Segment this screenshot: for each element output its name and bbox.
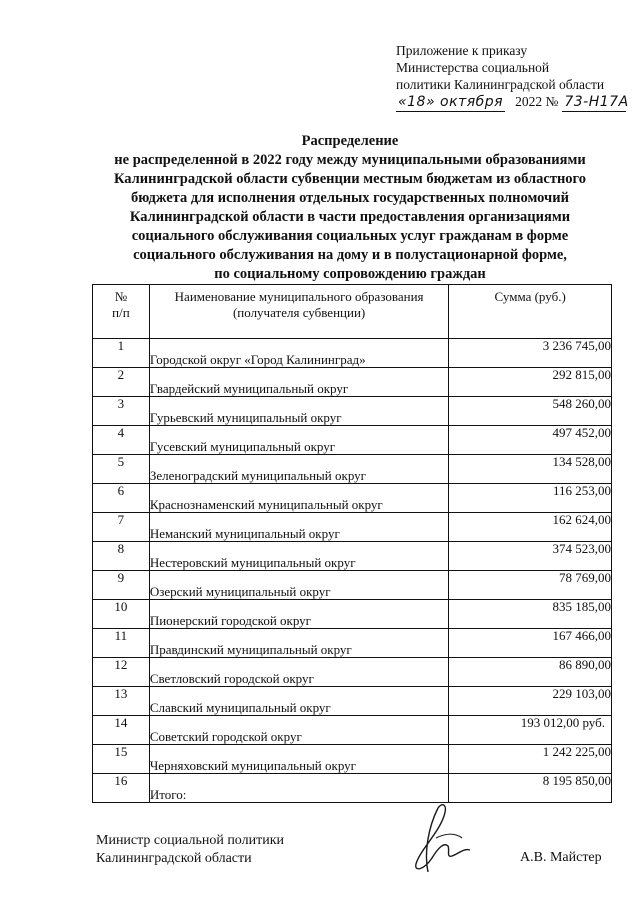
table-row [93, 571, 612, 600]
order-year: 2022 № [515, 94, 559, 109]
row-municipality-name: Пионерский городской округ [149, 600, 449, 629]
title-line-6: социального обслуживания социальных услуг гражданам в форме [131, 228, 569, 244]
signer-position-line-1: Министр социальной политики [96, 833, 285, 848]
title-line-3: Калининградской области субвенции местным бюджетам из областного [113, 171, 587, 187]
row-municipality-name: Озерский муниципальный округ [149, 571, 449, 600]
header-name-line-1: Наименование муниципального образования [174, 289, 424, 304]
appendix-line-1: Приложение к приказу [396, 43, 528, 58]
table-row [93, 397, 612, 426]
table-row [93, 629, 612, 658]
appendix-line-2: Министерства социальной [396, 60, 550, 75]
row-municipality-name: Черняховский муниципальный округ [149, 745, 449, 774]
row-number: 11 [93, 629, 150, 658]
handwritten-signature [398, 798, 488, 878]
row-municipality-name: Славский муниципальный округ [149, 687, 449, 716]
header-name [149, 285, 449, 339]
row-municipality-name: Итого: [149, 774, 449, 803]
table-row [93, 426, 612, 455]
signature-block [96, 832, 284, 868]
header-name-line-2: (получателя субвенции) [232, 305, 366, 320]
header-number-line-2: п/п [112, 305, 130, 320]
header-number [93, 285, 150, 339]
title-line-2: не распределенной в 2022 году между муниципальными образованиями [114, 152, 586, 168]
distribution-table [92, 284, 612, 803]
row-sum: 8 195 850,00 [449, 774, 612, 803]
row-number: 5 [93, 455, 150, 484]
title-line-4: бюджета для исполнения отдельных государственных полномочий [131, 190, 569, 206]
row-number: 6 [93, 484, 150, 513]
row-number: 15 [93, 745, 150, 774]
row-sum: 835 185,00 [449, 600, 612, 629]
row-municipality-name: Правдинский муниципальный округ [149, 629, 449, 658]
header-sum [449, 285, 612, 339]
row-number: 13 [93, 687, 150, 716]
title-line-5: Калининградской области в части предоставления организациями [129, 209, 571, 225]
row-sum: 78 769,00 [449, 571, 612, 600]
row-number: 3 [93, 397, 150, 426]
table-row [93, 542, 612, 571]
row-municipality-name: Гвардейский муниципальный округ [149, 368, 449, 397]
row-sum: 134 528,00 [449, 455, 612, 484]
row-sum: 374 523,00 [449, 542, 612, 571]
table-row [93, 687, 612, 716]
row-sum: 292 815,00 [449, 368, 612, 397]
row-sum: 86 890,00 [449, 658, 612, 687]
title-line-8: по социальному сопровождению граждан [214, 266, 486, 282]
row-sum: 167 466,00 [449, 629, 612, 658]
signer-name: А.В. Майстер [520, 850, 602, 865]
table-row [93, 484, 612, 513]
header-sum-label: Сумма (руб.) [494, 289, 566, 304]
row-sum: 229 103,00 [449, 687, 612, 716]
table-header-row [93, 285, 612, 339]
appendix-header [396, 42, 629, 112]
table-row [93, 600, 612, 629]
row-number: 1 [93, 339, 150, 368]
row-number: 16 [93, 774, 150, 803]
row-sum: 193 012,00 руб. [449, 716, 612, 745]
row-number: 12 [93, 658, 150, 687]
row-sum: 1 242 225,00 [449, 745, 612, 774]
row-number: 4 [93, 426, 150, 455]
row-number: 10 [93, 600, 150, 629]
order-date-line [396, 93, 629, 112]
table-row [93, 339, 612, 368]
title-line-7: социального обслуживания на дому и в полустационарной форме, [133, 247, 567, 263]
row-municipality-name: Нестеровский муниципальный округ [149, 542, 449, 571]
row-number: 2 [93, 368, 150, 397]
table-row [93, 774, 612, 803]
row-sum: 162 624,00 [449, 513, 612, 542]
row-municipality-name: Городской округ «Город Калининград» [149, 339, 449, 368]
row-municipality-name: Советский городской округ [149, 716, 449, 745]
row-municipality-name: Неманский муниципальный округ [149, 513, 449, 542]
row-municipality-name: Светловский городской округ [149, 658, 449, 687]
row-number: 9 [93, 571, 150, 600]
row-sum: 3 236 745,00 [449, 339, 612, 368]
table-row [93, 658, 612, 687]
table-row [93, 455, 612, 484]
table-row [93, 368, 612, 397]
row-number: 8 [93, 542, 150, 571]
header-number-line-1: № [114, 289, 128, 304]
table-row [93, 745, 612, 774]
order-date-handwritten: «18» октября [398, 94, 504, 110]
order-number-handwritten: 73-Н17А [564, 94, 629, 110]
appendix-line-3: политики Калининградской области [396, 77, 605, 92]
row-number: 7 [93, 513, 150, 542]
row-number: 14 [93, 716, 150, 745]
row-sum: 497 452,00 [449, 426, 612, 455]
row-municipality-name: Гусевский муниципальный округ [149, 426, 449, 455]
table-row [93, 716, 612, 745]
row-municipality-name: Гурьевский муниципальный округ [149, 397, 449, 426]
document-title [90, 132, 610, 284]
row-sum: 116 253,00 [449, 484, 612, 513]
row-municipality-name: Зеленоградский муниципальный округ [149, 455, 449, 484]
table-body [93, 339, 612, 803]
table-row [93, 513, 612, 542]
row-municipality-name: Краснознаменский муниципальный округ [149, 484, 449, 513]
signer-position-line-2: Калининградской области [96, 851, 252, 866]
title-line-1: Распределение [301, 133, 399, 149]
row-sum: 548 260,00 [449, 397, 612, 426]
